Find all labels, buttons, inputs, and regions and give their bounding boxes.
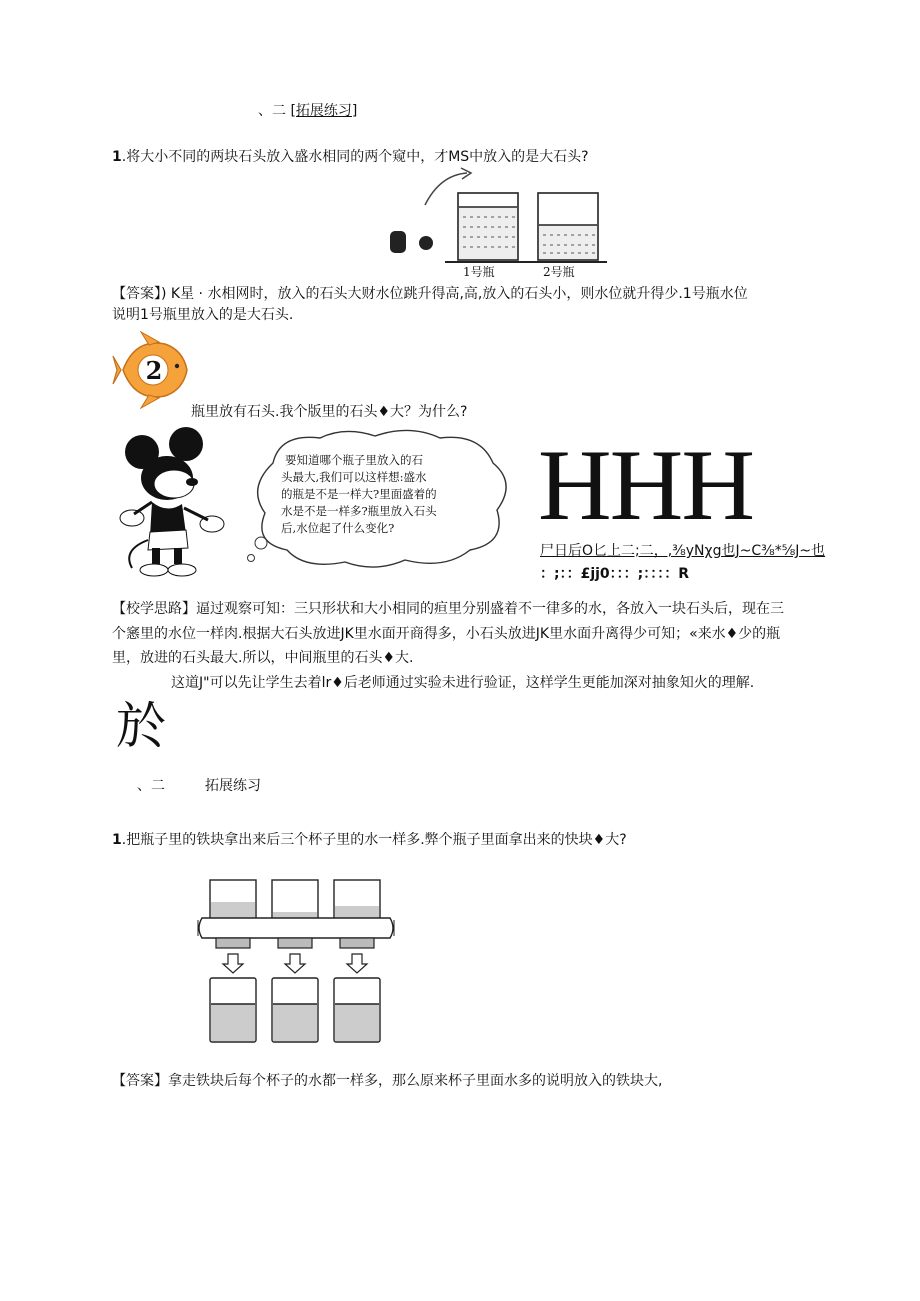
- hint-line-2: 个窸里的水位一样肉.根据大石头放进JK里水面开商得多，小石头放进JK里水面升离得少可知；«来水♦少的瓶: [112, 626, 781, 642]
- bottle-1-label: 1号瓶: [463, 265, 495, 279]
- section2-heading-prefix: 、二: [137, 778, 165, 794]
- bottle-2-label: 2号瓶: [543, 265, 575, 279]
- answer-1-line-2: 说明1号瓶里放入的是大石头.: [112, 307, 294, 323]
- hint-line-1: 【校学思路】逼过观察可知：三只形状和大小相同的疸里分别盛着不一律多的水，各放入一块石头后，现在三: [112, 601, 784, 617]
- bubble-line-1: 要知道哪个瓶子里放入的石: [285, 453, 423, 467]
- big-letters: HHH: [538, 429, 753, 542]
- bubble-line-5: 后,水位起了什么变化?: [281, 521, 395, 535]
- section2-question-1-text: .把瓶子里的铁块拿出来后三个杯子里的水一样多.弊个瓶子里面拿出来的快块♦大?: [121, 832, 627, 848]
- section2-answer: 【答案】拿走铁块后每个杯子的水都一样多，那么原来杯子里面水多的说明放入的铁块大,: [112, 1073, 663, 1089]
- question-1: [112, 147, 589, 167]
- bottles-illustration: [385, 165, 610, 280]
- bottom-cups: [210, 978, 380, 1042]
- section1-heading: [258, 101, 357, 121]
- question-2-text: 瓶里放有石头.我个版里的石头♦大？为什么?: [191, 404, 468, 420]
- note-line: 这道J"可以先让学生去着lr♦后老师通过实验未进行验证，这样学生更能加深对抽象知火的理解.: [171, 675, 755, 691]
- bubble-line-3: 的瓶是不是一样大?里面盛着的: [281, 487, 437, 501]
- big-character: 於: [116, 697, 166, 755]
- question-1-text: .将大小不同的两块石头放入盛水相同的两个窥中，才MS中放入的是大石头?: [121, 149, 589, 165]
- garbled-line-1: [540, 541, 825, 561]
- answer-1-line-1: 【答案】) K星 · 水相网时，放入的石头大财水位跳升得高,高,放入的石头小，则水位就升得少.1号瓶水位: [112, 286, 748, 302]
- bubble-line-2: 头最大,我们可以这样想:盛水: [281, 470, 427, 484]
- cups-illustration: [196, 876, 396, 1048]
- hint-line-3: 里，放进的石头最大.所以，中间瓶里的石头♦大.: [112, 650, 414, 666]
- section1-heading-prefix: 、二: [258, 103, 291, 119]
- cartoon-mouse-figure: [112, 430, 242, 580]
- bottle-2: [538, 193, 598, 260]
- bottle-1: [458, 193, 518, 260]
- small-stone: [419, 236, 433, 250]
- fish-number: 2: [145, 356, 163, 385]
- garbled-line-1-text: 尸日后O匕上二;二，,⅜yNχg也J~C⅜*⅝J~也: [540, 543, 826, 559]
- question-1-number: 1: [112, 149, 122, 165]
- bubble-line-4: 水是不是一样多?瓶里放入石头: [281, 504, 437, 518]
- top-cups: [210, 880, 380, 920]
- section1-heading-boxed: [拓展练习]: [290, 103, 358, 119]
- section2-heading-text: 拓展练习: [205, 778, 261, 794]
- section2-question-1: [112, 830, 627, 850]
- down-arrows: [223, 954, 367, 973]
- section2-question-1-number: 1: [112, 832, 122, 848]
- garbled-line-2: ：;：：£jj0：：：;：：：：R: [540, 566, 690, 582]
- big-stone: [390, 231, 406, 253]
